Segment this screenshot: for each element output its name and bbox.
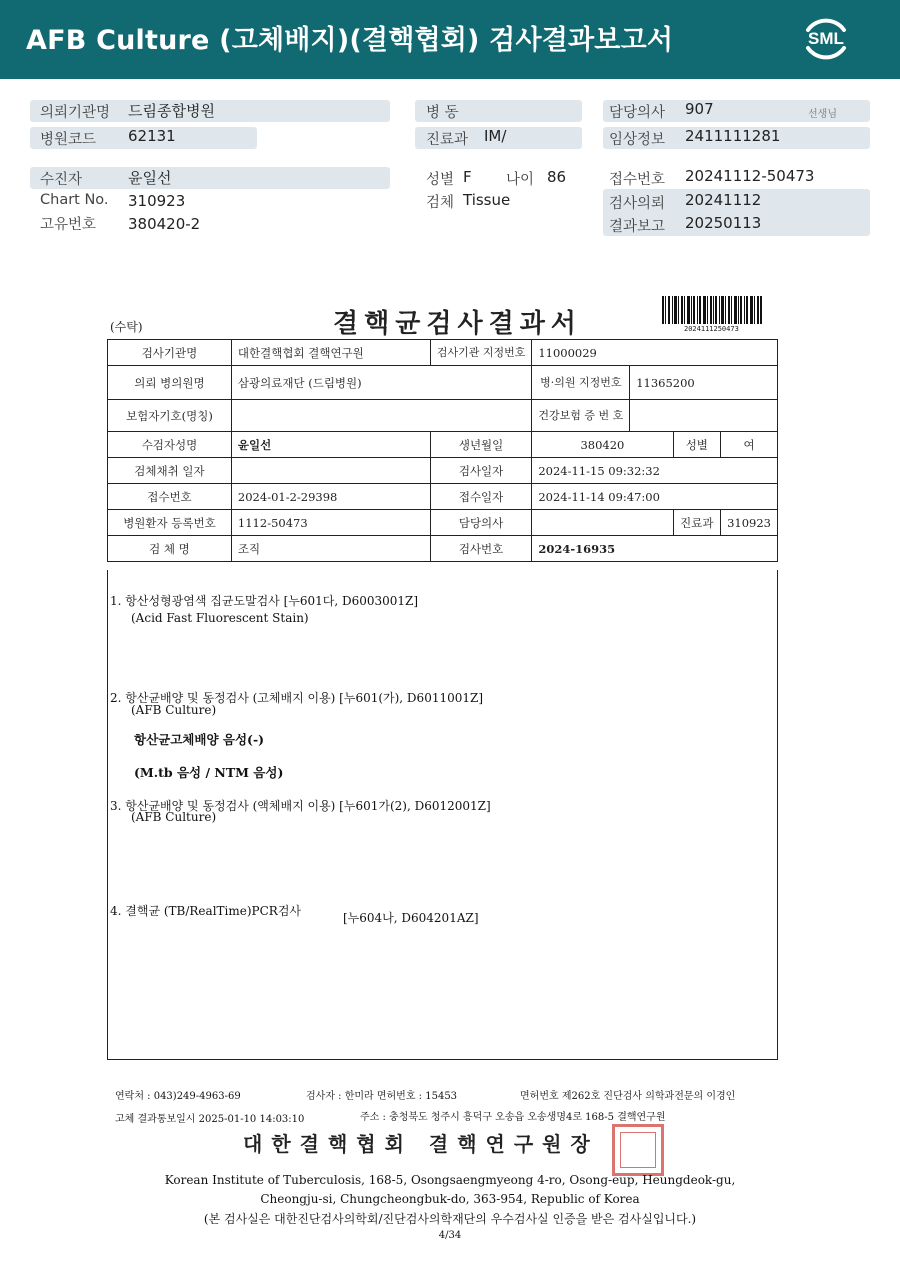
- sex-label: 성별: [426, 172, 455, 188]
- sml-logo: [800, 12, 852, 64]
- org-code-value: 11000029: [532, 340, 778, 366]
- specimen-value: 조직: [231, 536, 430, 562]
- examinee-label: 수검자성명: [108, 432, 232, 458]
- clinical-label: 임상정보: [609, 132, 666, 148]
- age-value: 86: [547, 168, 567, 186]
- test-date-label: 검사일자: [430, 458, 532, 484]
- specimen-value: Tissue: [463, 191, 511, 209]
- certification-note: (본 검사실은 대한진단검사의학회/진단검사의학재단의 우수검사실 인증을 받은 검사실입니다.): [203, 1212, 697, 1226]
- hospital-code-value: 62131: [128, 127, 176, 145]
- page-number: 4/34: [438, 1230, 462, 1241]
- insured-label: 보험자기호(명칭): [108, 400, 232, 432]
- dept-label: 진료과: [426, 132, 469, 148]
- hosp-code-value: 11365200: [630, 366, 778, 400]
- report-label: 결과보고: [609, 219, 666, 235]
- item-1-title: 1. 항산성형광염색 집균도말검사 [누601다, D6003001Z]: [110, 594, 419, 608]
- dept-value: 310923: [721, 510, 778, 536]
- reg-no-label: 병원환자 등록번호: [108, 510, 232, 536]
- consignment-label: (수탁): [110, 320, 143, 334]
- item-1-subtitle: (Acid Fast Fluorescent Stain): [131, 611, 309, 625]
- examinee-value: 윤일선: [231, 432, 430, 458]
- report-value: 20250113: [685, 214, 762, 232]
- logo-text: SML: [808, 29, 844, 48]
- accession-value: 2024-01-2-29398: [231, 484, 430, 510]
- footer-inspector: 검사자 : 한미라 면허번호 : 15453: [306, 1091, 458, 1102]
- req-hospital-label: 의뢰 병의원명: [108, 366, 232, 400]
- institution-value: 드림종합병원: [128, 102, 215, 120]
- chart-value: 310923: [128, 192, 186, 210]
- insured-value: [231, 400, 531, 432]
- header-bar: [0, 0, 900, 79]
- test-no-label: 검사번호: [430, 536, 532, 562]
- info-row-patient: [30, 167, 390, 189]
- barcode: [662, 296, 762, 324]
- institution-label: 의뢰기관명: [40, 105, 111, 121]
- physician-label: 담당의사: [430, 510, 532, 536]
- table-row: [108, 536, 778, 562]
- hosp-code-label: 병·의원 지정번호: [532, 366, 630, 400]
- table-row: [108, 340, 778, 366]
- patient-label: 수진자: [40, 172, 83, 188]
- address-en-line1: Korean Institute of Tuberculosis, 168-5, Osongsaengmyeong 4-ro, Osong-eup, Heungdeok-gu,: [164, 1173, 736, 1187]
- collect-value: [231, 458, 430, 484]
- specimen-label: 검 체 명: [108, 536, 232, 562]
- reg-no-value: 1112-50473: [231, 510, 430, 536]
- gender-label: 성별: [673, 432, 721, 458]
- request-label: 검사의뢰: [609, 196, 666, 212]
- dept-label: 진료과: [673, 510, 721, 536]
- clinical-value: 2411111281: [685, 127, 781, 145]
- page-title: AFB Culture (고체배지)(결핵협회) 검사결과보고서: [26, 25, 674, 56]
- footer-contact: 연락처 : 043)249-4963-69: [115, 1091, 241, 1102]
- unique-value: 380420-2: [128, 215, 201, 233]
- table-row: [108, 458, 778, 484]
- barcode-number: 2024111250473: [684, 325, 739, 333]
- report-title: 결핵균검사결과서: [333, 309, 582, 339]
- doctor-label: 담당의사: [609, 105, 666, 121]
- collect-label: 검체채취 일자: [108, 458, 232, 484]
- health-value: [630, 400, 778, 432]
- item-2-title: 2. 항산균배양 및 동정검사 (고체배지 이용) [누601(가), D6011001Z]: [110, 691, 484, 705]
- table-row: [108, 510, 778, 536]
- result-culture: 항산균고체배양 음성(-): [134, 732, 265, 747]
- org-name: 대한결핵협회 결핵연구원장: [243, 1132, 599, 1156]
- sex-value: F: [463, 168, 472, 186]
- footer-address-kr: 주소 : 충청북도 청주시 흥덕구 오송읍 오송생명4로 168-5 결핵연구원: [360, 1112, 666, 1123]
- item-3-subtitle: (AFB Culture): [131, 810, 217, 824]
- receipt-value: 20241112-50473: [685, 167, 815, 185]
- test-org-label: 검사기관명: [108, 340, 232, 366]
- test-date-value: 2024-11-15 09:32:32: [532, 458, 778, 484]
- health-label: 건강보험 증 번 호: [532, 400, 630, 432]
- patient-value: 윤일선: [128, 169, 172, 187]
- footer-final-report: 고체 결과통보일시 2025-01-10 14:03:10: [115, 1114, 305, 1125]
- accept-date-value: 2024-11-14 09:47:00: [532, 484, 778, 510]
- table-row: [108, 366, 778, 400]
- item-4-code: [누604나, D604201AZ]: [343, 911, 479, 925]
- dob-value: 380420: [532, 432, 673, 458]
- receipt-label: 접수번호: [609, 172, 666, 188]
- specimen-label: 검체: [426, 195, 455, 211]
- test-no-value: 2024-16935: [532, 536, 778, 562]
- unique-label: 고유번호: [40, 217, 97, 233]
- hospital-code-label: 병원코드: [40, 132, 97, 148]
- req-hospital-value: 삼광의료재단 (드림병원): [231, 366, 531, 400]
- official-seal: [612, 1124, 664, 1176]
- dob-label: 생년월일: [430, 432, 532, 458]
- physician-value: [532, 510, 673, 536]
- accession-label: 접수번호: [108, 484, 232, 510]
- address-en-line2: Cheongju-si, Chungcheongbuk-do, 363-954, Republic of Korea: [260, 1192, 640, 1206]
- table-row: [108, 400, 778, 432]
- footer-license: 면허번호 제262호 진단검사 의학과전문의 이경인: [520, 1091, 736, 1102]
- item-2-subtitle: (AFB Culture): [131, 703, 217, 717]
- org-code-label: 검사기관 지정번호: [430, 340, 532, 366]
- chart-label: Chart No.: [40, 192, 109, 208]
- result-species: (M.tb 음성 / NTM 음성): [134, 765, 284, 780]
- request-value: 20241112: [685, 191, 762, 209]
- test-org-value: 대한결핵협회 결핵연구원: [231, 340, 430, 366]
- report-info-table: [107, 339, 778, 562]
- dept-value: IM/: [484, 127, 507, 145]
- item-4-title: 4. 결핵균 (TB/RealTime)PCR검사: [110, 904, 302, 918]
- age-label: 나이: [506, 172, 535, 188]
- accept-date-label: 접수일자: [430, 484, 532, 510]
- item-3-title: 3. 항산균배양 및 동정검사 (액체배지 이용) [누601가(2), D6012001Z]: [110, 799, 491, 813]
- ward-label: 병 동: [426, 105, 459, 121]
- table-row: [108, 484, 778, 510]
- table-row: [108, 432, 778, 458]
- doctor-suffix: 선생님: [808, 109, 837, 120]
- doctor-value: 907: [685, 100, 714, 118]
- gender-value: 여: [721, 432, 778, 458]
